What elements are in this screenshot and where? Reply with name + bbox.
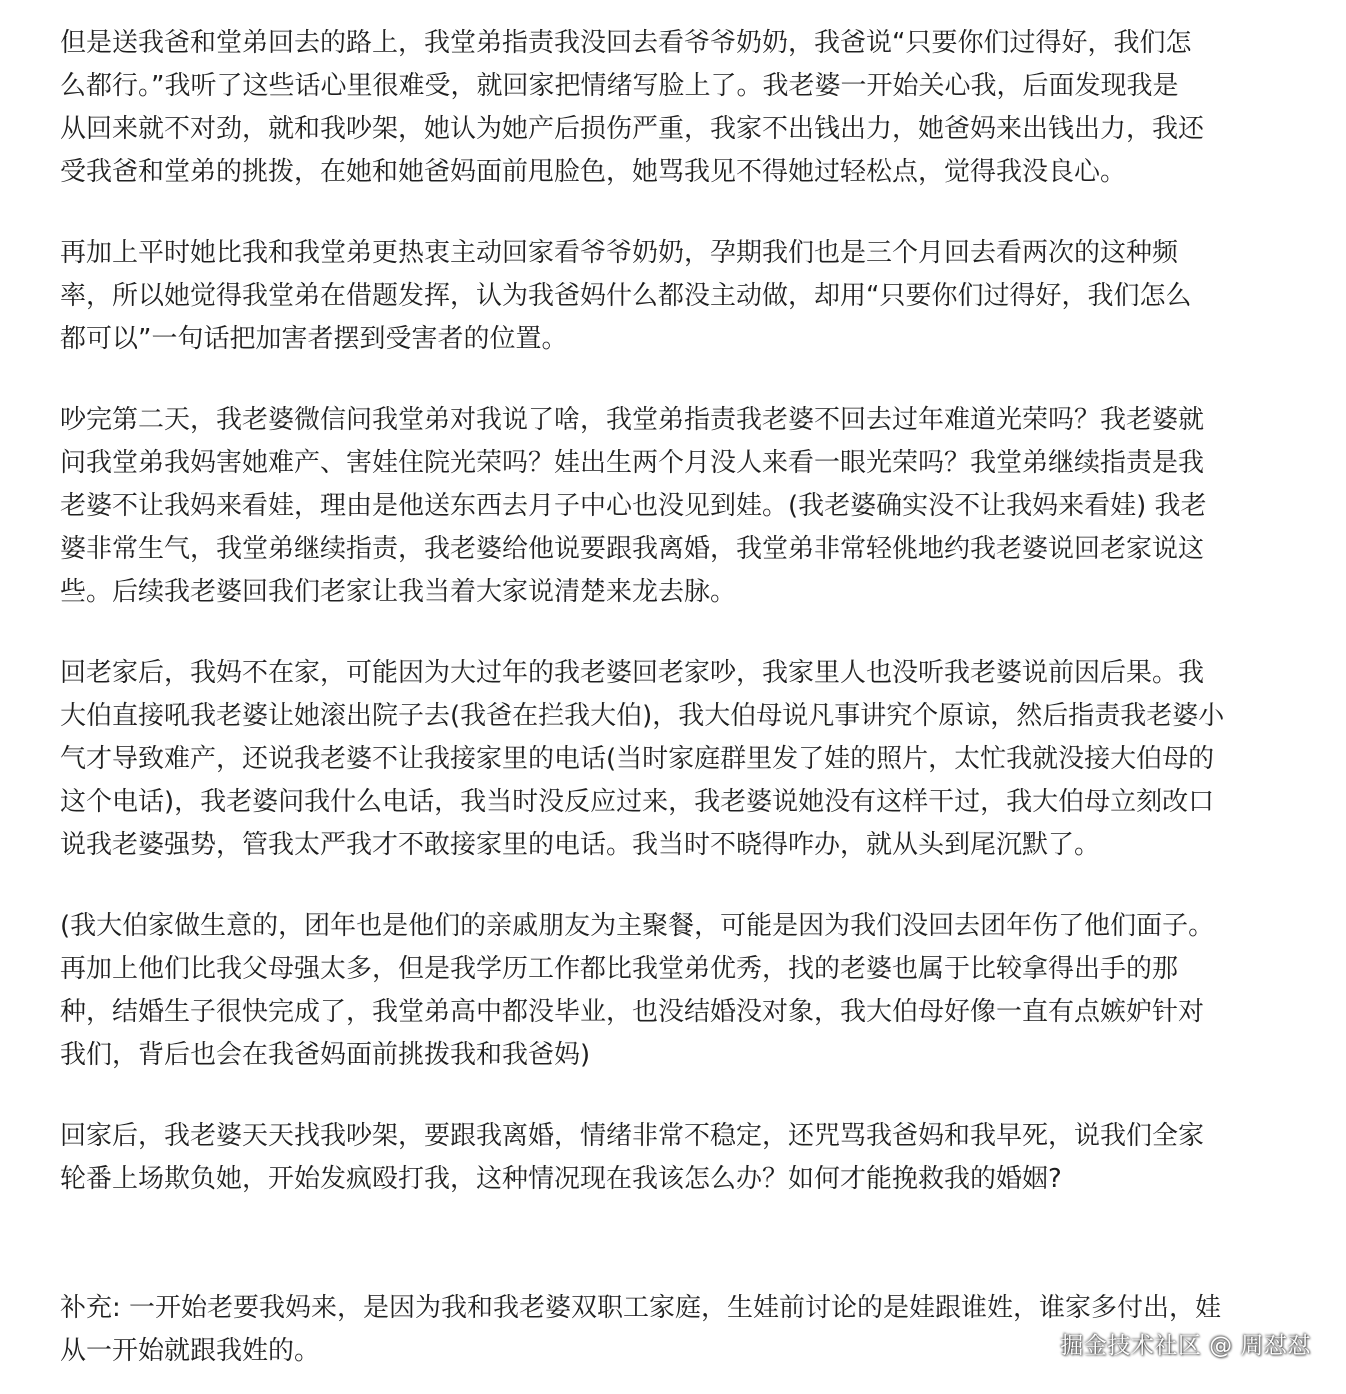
paragraph-6 xyxy=(60,1115,1275,1201)
text-line: 大伯直接吼我老婆让她滚出院子去(我爸在拦我大伯)，我大伯母说凡事讲究个原谅，然后指责我老婆小 xyxy=(60,701,1225,731)
paragraph-1 xyxy=(60,22,1275,194)
text-line: 气才导致难产，还说我老婆不让我接家里的电话(当时家庭群里发了娃的照片，太忙我就没接大伯母的 xyxy=(60,744,1215,774)
text-line: 种，结婚生子很快完成了，我堂弟高中都没毕业，也没结婚没对象，我大伯母好像一直有点嫉妒针对 xyxy=(60,997,1205,1027)
text-line: 么都行。”我听了这些话心里很难受，就回家把情绪写脸上了。我老婆一开始关心我，后面发现我是 xyxy=(60,71,1179,101)
text-line: 吵完第二天，我老婆微信问我堂弟对我说了啥，我堂弟指责我老婆不回去过年难道光荣吗？我老婆就 xyxy=(60,405,1205,435)
text-line: 但是送我爸和堂弟回去的路上，我堂弟指责我没回去看爷爷奶奶，我爸说“只要你们过得好，我们怎 xyxy=(60,28,1192,58)
text-line: 再加上他们比我父母强太多，但是我学历工作都比我堂弟优秀，找的老婆也属于比较拿得出手的那 xyxy=(60,954,1179,984)
text-line: 补充: 一开始老要我妈来，是因为我和我老婆双职工家庭，生娃前讨论的是娃跟谁姓，谁家多付出，娃 xyxy=(60,1293,1222,1323)
text-line: 再加上平时她比我和我堂弟更热衷主动回家看爷爷奶奶，孕期我们也是三个月回去看两次的这种频 xyxy=(60,238,1179,268)
text-line: 问我堂弟我妈害她难产、害娃住院光荣吗？娃出生两个月没人来看一眼光荣吗？我堂弟继续指责是我 xyxy=(60,448,1205,478)
text-line: 受我爸和堂弟的挑拨，在她和她爸妈面前甩脸色，她骂我见不得她过轻松点，觉得我没良心。 xyxy=(60,157,1127,187)
text-line: 回老家后，我妈不在家，可能因为大过年的我老婆回老家吵，我家里人也没听我老婆说前因后果。我 xyxy=(60,658,1205,688)
text-line: 这个电话)，我老婆问我什么电话，我当时没反应过来，我老婆说她没有这样干过，我大伯母立刻改口 xyxy=(60,787,1215,817)
watermark: 掘金技术社区 @ 周怼怼 xyxy=(1060,1333,1311,1359)
text-line: 说我老婆强势，管我太严我才不敢接家里的电话。我当时不晓得咋办，就从头到尾沉默了。 xyxy=(60,830,1101,860)
text-line: 都可以”一句话把加害者摆到受害者的位置。 xyxy=(60,324,568,354)
paragraph-3 xyxy=(60,399,1275,614)
text-line: 从回来就不对劲，就和我吵架，她认为她产后损伤严重，我家不出钱出力，她爸妈来出钱出力，我还 xyxy=(60,114,1205,144)
text-line: 从一开始就跟我姓的。 xyxy=(60,1336,321,1366)
text-line: 老婆不让我妈来看娃，理由是他送东西去月子中心也没见到娃。(我老婆确实没不让我妈来看娃) 我老 xyxy=(60,491,1207,521)
paragraph-5 xyxy=(60,905,1275,1077)
text-line: 率，所以她觉得我堂弟在借题发挥，认为我爸妈什么都没主动做，却用“只要你们过得好，我们怎么 xyxy=(60,281,1192,311)
text-line: 我们，背后也会在我爸妈面前挑拨我和我爸妈) xyxy=(60,1040,591,1070)
text-line: 婆非常生气，我堂弟继续指责，我老婆给他说要跟我离婚，我堂弟非常轻佻地约我老婆说回老家说这 xyxy=(60,534,1205,564)
text-line: 回家后，我老婆天天找我吵架，要跟我离婚，情绪非常不稳定，还咒骂我爸妈和我早死，说我们全家 xyxy=(60,1121,1205,1151)
text-line: (我大伯家做生意的，团年也是他们的亲戚朋友为主聚餐，可能是因为我们没回去团年伤了他们面子。 xyxy=(60,911,1215,941)
paragraph-4 xyxy=(60,652,1275,867)
article-body xyxy=(60,22,1275,1373)
paragraph-2 xyxy=(60,232,1275,361)
text-line: 轮番上场欺负她，开始发疯殴打我，这种情况现在我该怎么办？如何才能挽救我的婚姻? xyxy=(60,1164,1062,1194)
text-line: 些。后续我老婆回我们老家让我当着大家说清楚来龙去脉。 xyxy=(60,577,737,607)
